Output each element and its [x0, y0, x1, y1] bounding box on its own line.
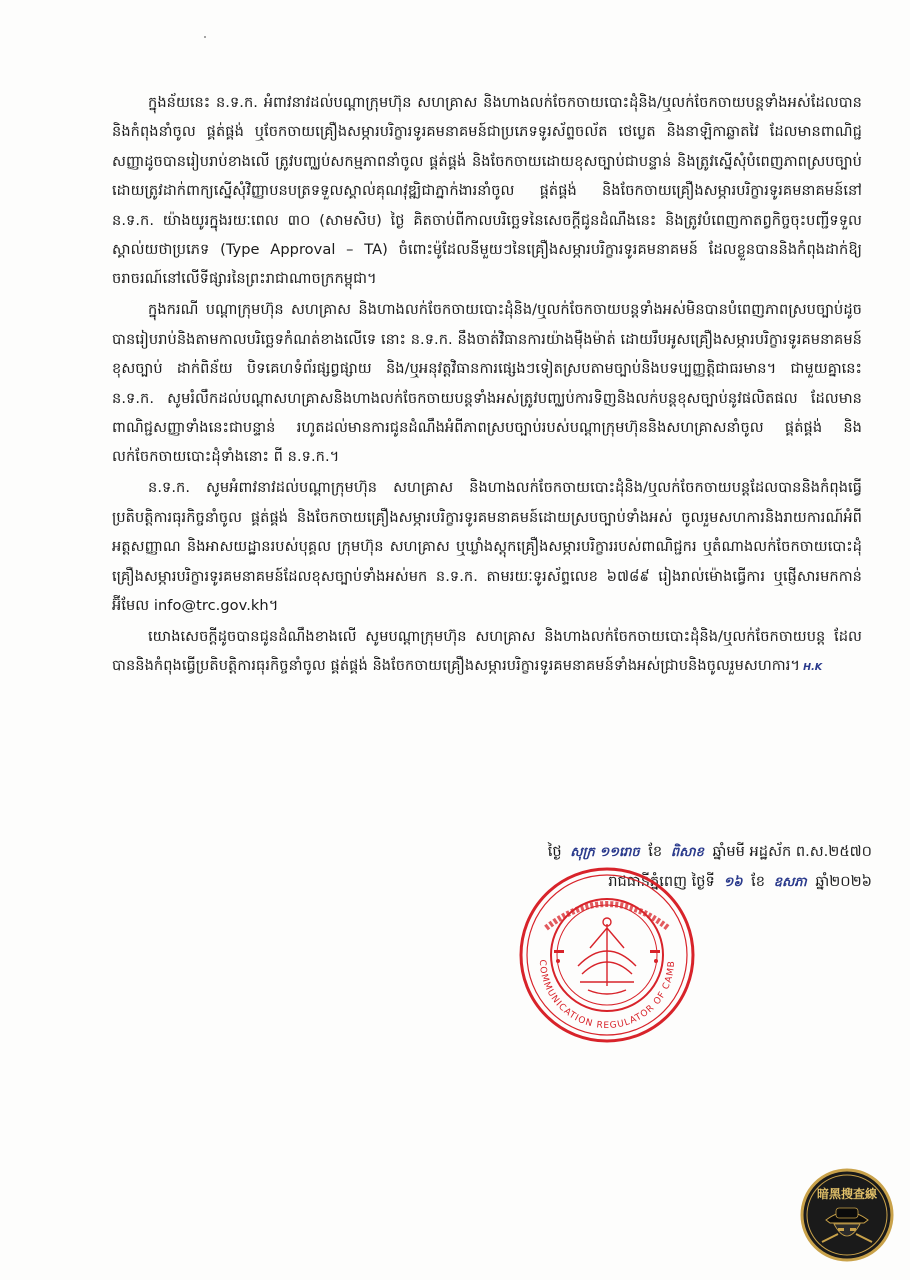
lunar-day-handwritten: សុក្រ ១១រោច — [570, 845, 640, 860]
paragraph-2-text: ក្នុងករណី បណ្ដាក្រុមហ៊ុន សហគ្រាស និងហាងលក់ចែកចាយបោះដុំនិង/ឬលក់ចែកចាយបន្តទាំងអស់មិនបានបំពេញភាពស្របច្បាប់ដូចបានរៀបរាប់និងតាមកាលបរិច្ឆេទកំណត់ខាងលើទេ នោះ ន.ទ.ក. នឹងចាត់វិធានការយ៉ាងម៉ឺងម៉ាត់ ដោយរឹបអូសគ្រឿងសម្ភារបរិក្ខារទូរគមនាគមន៍ខុសច្បាប់ ដាក់ពិន័យ បិទគេហទំព័រផ្សព្វផ្សាយ និង/ឬអនុវត្តវិធានការផ្សេងៗទៀតស្របតាមច្បាប់និងបទប្បញ្ញត្តិជាធរមាន។ ជាមួយគ្នានេះ ន.ទ.ក. សូមរំលឹកដល់បណ្ដាសហគ្រាសនិងហាងលក់ចែកចាយបន្តទាំងអស់ត្រូវបញ្ឈប់ការទិញនិងលក់បន្តខុសច្បាប់នូវផលិតផល ដែលមានពាណិជ្ជសញ្ញាទាំងនេះជាបន្ទាន់ រហូតដល់មានការជូនដំណឹងអំពីភាពស្របច្បាប់របស់បណ្ដាក្រុមហ៊ុននិងសហគ្រាសនាំចូល ផ្គត់ផ្គង់ និងលក់ចែកចាយបោះដុំទាំងនោះ ពី ន.ទ.ក.។ — [112, 301, 862, 466]
lunar-year: ឆ្នាំមមី អដ្ឋស័ក ព.ស.២៥៧០ — [712, 843, 872, 860]
paragraph-4-text: យោងសេចក្ដីដូចបានជូនដំណឹងខាងលើ សូមបណ្ដាក្រុមហ៊ុន សហគ្រាស និងហាងលក់ចែកចាយបោះដុំនិង/ឬលក់ចែកចាយបន្ត ដែលបាននិងកំពុងធ្វើប្រតិបត្តិការធុរកិច្ចនាំចូល ផ្គត់ផ្គង់ និងចែកចាយគ្រឿងសម្ភារបរិក្ខារទូរគមនាគមន៍ទាំងអស់ជ្រាបនិងចូលរួមសហការ។ — [112, 627, 862, 675]
watermark-logo — [800, 1168, 894, 1262]
solar-year: ឆ្នាំ២០២៦ — [815, 873, 872, 890]
scan-speck — [204, 36, 206, 38]
seal-text: COMMUNICATION REGULATOR OF CAMB — [536, 959, 678, 1032]
paragraph-3 — [112, 473, 862, 620]
solar-prefix: រាជធានីភ្នំពេញ ថ្ងៃទី — [608, 873, 715, 890]
paragraph-1-text: ក្នុងន័យនេះ ន.ទ.ក. អំពាវនាវដល់បណ្ដាក្រុមហ៊ុន សហគ្រាស និងហាងលក់ចែកចាយបោះដុំនិង/ឬលក់ចែកចាយបន្តទាំងអស់ដែលបាននិងកំពុងនាំចូល ផ្គត់ផ្គង់ ឬចែកចាយគ្រឿងសម្ភារបរិក្ខារទូរគមនាគមន៍ជាប្រភេទទូរស័ព្ទចល័ត ថេប្លេត និងនាឡិកាឆ្លាតវៃ ដែលមានពាណិជ្ជសញ្ញាដូចបានរៀបរាប់ខាងលើ ត្រូវបញ្ឈប់សកម្មភាពនាំចូល ផ្គត់ផ្គង់ និងចែកចាយដោយខុសច្បាប់ជាបន្ទាន់ និងត្រូវស្នើសុំបំពេញភាពស្របច្បាប់ ដោយត្រូវដាក់ពាក្យស្នើសុំវិញ្ញាបនបត្រទទួលស្គាល់គុណវុឌ្ឍិជាភ្នាក់ងារនាំចូល ផ្គត់ផ្គង់ និងចែកចាយគ្រឿងសម្ភារបរិក្ខារទូរគមនាគមន៍នៅ ន.ទ.ក. យ៉ាងយូរក្នុងរយៈពេល ៣០ (សាមសិប) ថ្ងៃ គិតចាប់ពីកាលបរិច្ឆេទនៃសេចក្ដីជូនដំណឹងនេះ និងត្រូវបំពេញកាតព្វកិច្ចចុះបញ្ជីទទួលស្គាល់យថាប្រភេទ (Type Approval – TA) ចំពោះម៉ូដែលនីមួយៗនៃគ្រឿងសម្ភារបរិក្ខារទូរគមនាគមន៍ ដែលខ្លួនបាននិងកំពុងដាក់ឱ្យចរាចរណ៍នៅលើទីផ្សារនៃព្រះរាជាណាចក្រកម្ពុជា។ — [112, 94, 862, 288]
seal-icon — [518, 866, 696, 1044]
paragraph-4 — [112, 622, 862, 683]
document-body — [112, 88, 862, 684]
solar-month-prefix: ខែ — [751, 873, 766, 890]
lunar-month-handwritten: ពិសាខ — [670, 845, 704, 860]
detective-logo-icon — [800, 1168, 894, 1262]
logo-text: 暗黑搜查線 — [816, 1187, 878, 1201]
lunar-date-line — [402, 837, 872, 867]
lunar-prefix: ថ្ងៃ — [547, 843, 562, 860]
handwritten-initials: H.K — [803, 662, 823, 674]
solar-month-handwritten: ឧសភា — [773, 875, 807, 890]
paragraph-1 — [112, 88, 862, 294]
svg-text:TELECOMMUNICATION REGULATOR OF — [518, 866, 677, 1031]
paragraph-3-text: ន.ទ.ក. សូមអំពាវនាវដល់បណ្ដាក្រុមហ៊ុន សហគ្រាស និងហាងលក់ចែកចាយបោះដុំនិង/ឬលក់ចែកចាយបន្តដែលបាននិងកំពុងធ្វើប្រតិបត្តិការធុរកិច្ចនាំចូល ផ្គត់ផ្គង់ និងចែកចាយគ្រឿងសម្ភារបរិក្ខារទូរគមនាគមន៍ដោយស្របច្បាប់ទាំងអស់ ចូលរួមសហការនិងរាយការណ៍អំពីអត្តសញ្ញាណ និងអាសយដ្ឋានរបស់បុគ្គល ក្រុមហ៊ុន សហគ្រាស ឬឃ្លាំងស្តុកគ្រឿងសម្ភារបរិក្ខាររបស់ពាណិជ្ជករ ឬតំណាងលក់ចែកចាយបោះដុំគ្រឿងសម្ភារបរិក្ខារទូរគមនាគមន៍ដែលខុសច្បាប់ទាំងអស់មក ន.ទ.ក. តាមរយៈទូរស័ព្ទលេខ ៦៧៨៩ រៀងរាល់ម៉ោងធ្វើការ ឬផ្ញើសារមកកាន់អ៊ីមែល info@trc.gov.kh។ — [112, 479, 862, 614]
lunar-month-prefix: ខែ — [648, 843, 663, 860]
paragraph-2 — [112, 295, 862, 471]
solar-day-handwritten: ១៦ — [723, 875, 743, 890]
official-seal — [518, 866, 696, 1044]
